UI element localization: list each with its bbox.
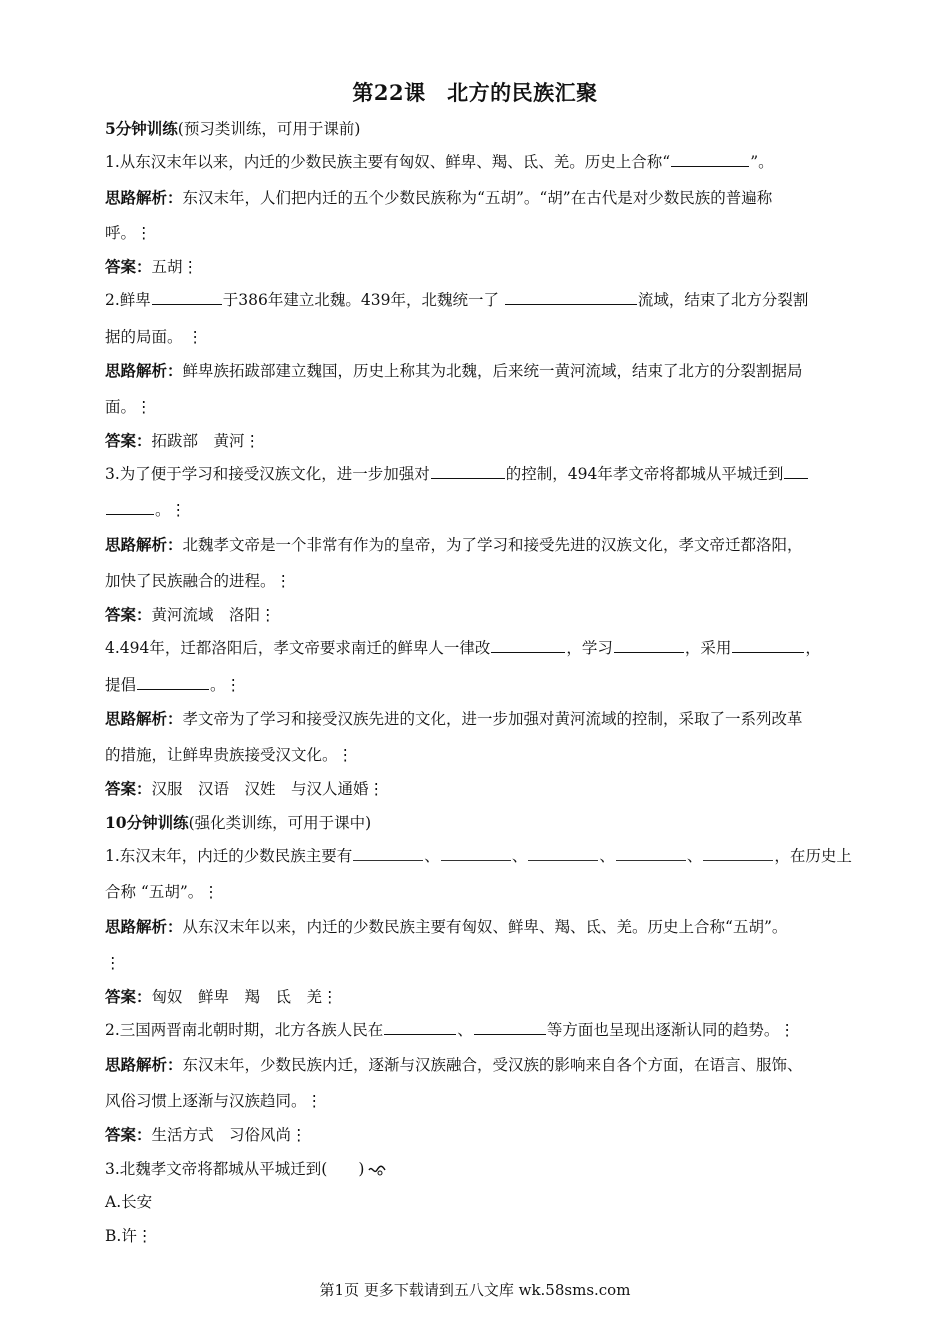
question-4 (105, 637, 865, 659)
analysis-label: 思路解析： (105, 1055, 183, 1074)
analysis-text: 的措施，让鲜卑贵族接受汉文化。⋮ (105, 746, 354, 764)
separator: 、 (686, 847, 703, 865)
question-text: 3.北魏孝文帝将都城从平城迁到( ) (105, 1160, 365, 1178)
answer-text: 匈奴 鲜卑 羯 氐 羌⋮ (151, 988, 338, 1006)
analysis-label: 思路解析： (105, 917, 183, 936)
question-3-cont (105, 499, 865, 521)
section-note: (预习类训练，可用于课前) (177, 120, 361, 138)
question-2-cont (105, 326, 865, 348)
page-footer: 第1页 更多下载请到五八文库 wk.58sms.com (319, 1281, 631, 1299)
analysis-5-cont (105, 952, 865, 974)
question-text: 合称 “五胡”。⋮ (105, 883, 219, 901)
answer-blank (505, 289, 637, 305)
separator: 、 (599, 847, 615, 865)
question-text: 。⋮ (155, 501, 187, 519)
analysis-1 (105, 187, 865, 209)
separator: 、 (457, 1021, 473, 1039)
answer-blank (616, 845, 686, 861)
analysis-4-cont (105, 744, 865, 766)
analysis-text: 孝文帝为了学习和接受汉族先进的文化，进一步加强对黄河流域的控制，采取了一系列改革 (182, 710, 803, 728)
analysis-text: 东汉末年，少数民族内迁，逐渐与汉族融合，受汉族的影响来自各个方面，在语言、服饰、 (182, 1056, 803, 1074)
analysis-text: 东汉末年，人们把内迁的五个少数民族称为“五胡”。“胡”在古代是对少数民族的普遍称 (182, 189, 773, 207)
question-4-cont (105, 674, 865, 696)
question-text: ”。 (750, 153, 774, 171)
answer-label: 答案： (105, 987, 152, 1006)
question-text: ，采用 (684, 639, 732, 657)
answer-blank (732, 637, 804, 653)
section-note: (强化类训练，可用于课中) (188, 814, 372, 832)
question-3 (105, 463, 865, 485)
answer-text: 黄河流域 洛阳⋮ (151, 606, 276, 624)
answer-blank (614, 637, 684, 653)
answer-text: 汉服 汉语 汉姓 与汉人通婚⋮ (151, 780, 385, 798)
question-text: 的控制，494年孝文帝将都城从平城迁到 (505, 465, 784, 483)
answer-text: 拓跋部 黄河⋮ (151, 432, 261, 450)
section-heading-5min (105, 118, 865, 140)
question-text: 于386年建立北魏。439年，北魏统一了 (222, 291, 504, 309)
question-text: ，在历史上 (774, 847, 852, 865)
answer-label: 答案： (105, 1125, 152, 1144)
analysis-6-cont (105, 1090, 865, 1112)
question-text: 等方面也呈现出逐渐认同的趋势。⋮ (546, 1021, 795, 1039)
analysis-text: 风俗习惯上逐渐与汉族趋同。⋮ (105, 1092, 323, 1110)
answer-6 (105, 1124, 865, 1146)
analysis-1-cont (105, 222, 865, 244)
analysis-label: 思路解析： (105, 535, 183, 554)
option-text: B.许⋮ (105, 1227, 153, 1245)
answer-label: 答案： (105, 257, 152, 276)
analysis-text: 从东汉末年以来，内迁的少数民族主要有匈奴、鲜卑、羯、氐、羌。历史上合称“五胡”。 (182, 918, 788, 936)
question-text: ， (805, 639, 821, 657)
question-text: 2.鲜卑 (105, 291, 151, 309)
analysis-label: 思路解析： (105, 361, 183, 380)
squiggle-mark-icon (368, 1164, 388, 1176)
section-heading: 10分钟训练 (105, 813, 189, 832)
answer-1 (105, 256, 865, 278)
analysis-4 (105, 708, 865, 730)
analysis-text: 加快了民族融合的进程。⋮ (105, 572, 292, 590)
question-5-cont (105, 881, 865, 903)
answer-blank (703, 845, 773, 861)
answer-blank (671, 151, 749, 167)
option-text: A.长安 (105, 1193, 153, 1211)
answer-label: 答案： (105, 431, 152, 450)
answer-blank (784, 463, 808, 479)
question-5 (105, 845, 865, 867)
answer-5 (105, 986, 865, 1008)
answer-blank (384, 1019, 456, 1035)
question-text: 提倡 (105, 676, 137, 694)
question-text: 4.494年，迁都洛阳后，孝文帝要求南迁的鲜卑人一律改 (105, 639, 491, 657)
analysis-3-cont (105, 570, 865, 592)
question-text: 据的局面。 ⋮ (105, 328, 203, 346)
question-1 (105, 151, 865, 173)
answer-label: 答案： (105, 605, 152, 624)
analysis-text: 呼。⋮ (105, 224, 152, 242)
answer-blank (528, 845, 598, 861)
analysis-6 (105, 1054, 865, 1076)
answer-blank (106, 499, 154, 515)
answer-blank (491, 637, 565, 653)
separator: 、 (511, 847, 528, 865)
answer-text: 五胡⋮ (151, 258, 199, 276)
question-7 (105, 1158, 865, 1180)
analysis-text: ⋮ (105, 954, 121, 972)
analysis-label: 思路解析： (105, 709, 183, 728)
answer-2 (105, 430, 865, 452)
question-6 (105, 1019, 865, 1041)
analysis-3 (105, 534, 865, 556)
analysis-label: 思路解析： (105, 188, 183, 207)
question-text: 。⋮ (210, 676, 242, 694)
question-text: ，学习 (566, 639, 613, 657)
answer-blank (431, 463, 505, 479)
analysis-text: 北魏孝文帝是一个非常有作为的皇帝，为了学习和接受先进的汉族文化，孝文帝迁都洛阳， (182, 536, 803, 554)
answer-blank (474, 1019, 546, 1035)
answer-blank (152, 289, 222, 305)
question-text: 1.东汉末年，内迁的少数民族主要有 (105, 847, 353, 865)
question-text: 2.三国两晋南北朝时期，北方各族人民在 (105, 1021, 384, 1039)
question-text: 3.为了便于学习和接受汉族文化，进一步加强对 (105, 465, 430, 483)
analysis-2-cont (105, 396, 865, 418)
answer-blank (353, 845, 423, 861)
section-heading-10min (105, 812, 865, 834)
separator: 、 (424, 847, 440, 865)
section-heading: 5分钟训练 (105, 119, 178, 138)
question-text: 1.从东汉末年以来，内迁的少数民族主要有匈奴、鲜卑、羯、氐、羌。历史上合称“ (105, 153, 671, 171)
page-title: 第22课 北方的民族汇聚 (352, 80, 598, 105)
analysis-text: 鲜卑族拓跋部建立魏国，历史上称其为北魏，后来统一黄河流域，结束了北方的分裂割据局 (182, 362, 803, 380)
answer-blank (137, 674, 209, 690)
answer-label: 答案： (105, 779, 152, 798)
answer-text: 生活方式 习俗风尚⋮ (151, 1126, 307, 1144)
question-text: 流域，结束了北方分裂割 (637, 291, 809, 309)
option-b (105, 1225, 865, 1247)
option-a (105, 1191, 865, 1213)
answer-4 (105, 778, 865, 800)
analysis-5 (105, 916, 865, 938)
analysis-text: 面。⋮ (105, 398, 152, 416)
analysis-2 (105, 360, 865, 382)
answer-3 (105, 604, 865, 626)
question-2 (105, 289, 865, 311)
answer-blank (441, 845, 511, 861)
